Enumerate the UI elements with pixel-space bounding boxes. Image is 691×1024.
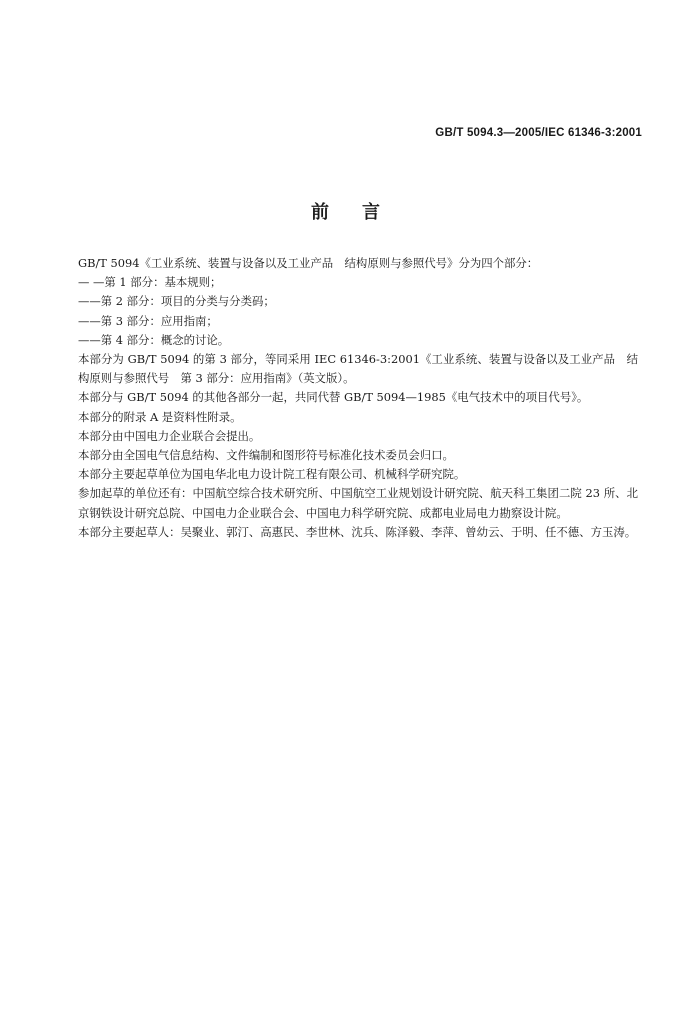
document-body [55,254,638,542]
paragraph-intro: GB/T 5094《工业系统、装置与设备以及工业产品 结构原则与参照代号》分为四个部分： [78,256,539,270]
list-item-part-2: ——第 2 部分：项目的分类与分类码； [78,294,275,309]
paragraph-main-drafters-org: 本部分主要起草单位为国电华北电力设计院工程有限公司、机械科学研究院。 [78,467,466,482]
paragraph-committee: 本部分由全国电气信息结构、文件编制和图形符号标准化技术委员会归口。 [78,448,454,463]
paragraph-proposer: 本部分由中国电力企业联合会提出。 [78,428,261,443]
paragraph-adoption: 本部分为 GB/T 5094 的第 3 部分，等同采用 IEC 61346-3:2001《工业系统、装置与设备以及工业产品 结构原则与参照代号 第 3 部分：应用指南》（英文版）。 [78,352,638,386]
standard-code: GB/T 5094.3—2005/IEC 61346-3:2001 [435,127,642,139]
list-item-part-1: — —第 1 部分：基本规则； [78,275,222,290]
paragraph-annex: 本部分的附录 A 是资料性附录。 [78,409,242,424]
page-title: 前言 [311,202,413,223]
paragraph-replacement: 本部分与 GB/T 5094 的其他各部分一起，共同代替 GB/T 5094—1985《电气技术中的项目代号》。 [78,390,589,405]
list-item-part-4: ——第 4 部分：概念的讨论。 [78,332,230,347]
paragraph-drafters: 本部分主要起草人：吴聚业、郭汀、高惠民、李世林、沈兵、陈泽毅、李萍、曾幼云、于明、任不德、方玉涛。 [78,524,637,539]
list-item-part-3: ——第 3 部分：应用指南； [78,313,218,328]
paragraph-participating-orgs: 参加起草的单位还有：中国航空综合技术研究所、中国航空工业规划设计研究院、航天科工集团二院 23 所、北京钢铁设计研究总院、中国电力企业联合会、中国电力科学研究院、成都电业局电力勘察设计院。 [78,486,638,520]
